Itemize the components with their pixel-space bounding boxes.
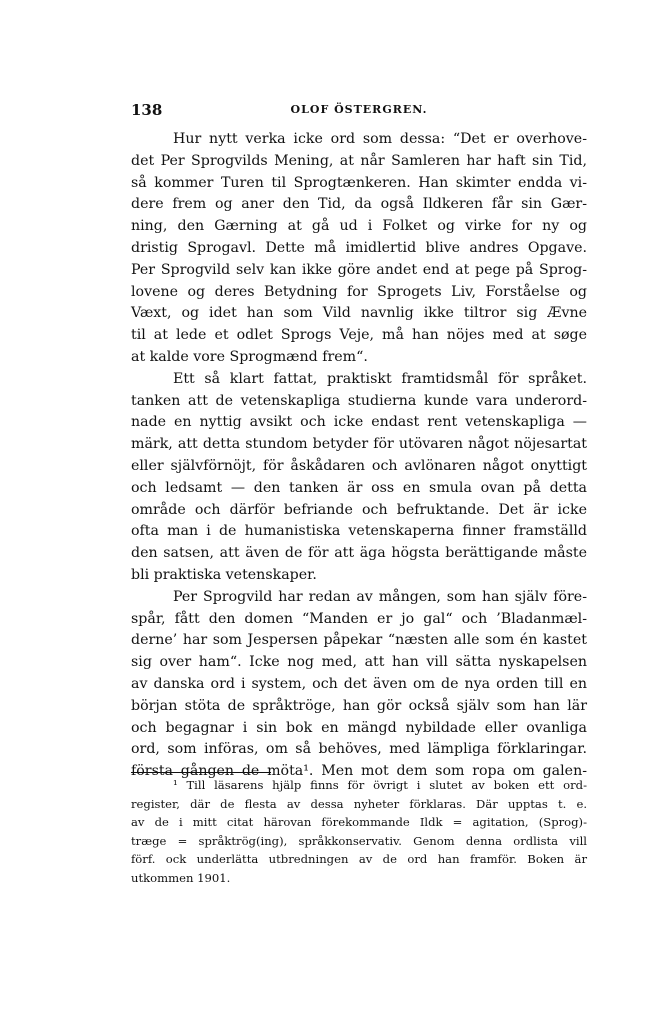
footnote-line: förf. ock underlätta utbredningen av de ord han framför. Boken är — [131, 852, 587, 866]
text-line: Væxt, og idet han som Vild navnlig ikke tiltror sig Ævne — [131, 305, 587, 322]
text-line: sig over ham“. Icke nog med, att han vill sätta nyskapelsen — [131, 654, 587, 671]
text-line: Per Sprogvild selv kan ikke göre andet end at pege på Sprog- — [131, 261, 587, 278]
text-line: bli praktiska vetenskaper. — [131, 566, 317, 583]
footnote-line: træge = språktrög(ing), språkkonservativ. Genom denna ordlista vill — [131, 833, 587, 848]
paragraph-1 — [131, 129, 587, 369]
text-line: och begagnar i sin bok en mängd nybildade eller ovanliga — [131, 719, 587, 736]
text-line: lovene og deres Betydning for Sprogets Liv, Forståelse og — [131, 283, 587, 300]
text-line: så kommer Turen til Sprogtænkeren. Han skimter endda vi- — [131, 174, 587, 191]
text-line: derne’ har som Jespersen påpekar “næsten alle som én kastet — [131, 632, 587, 649]
footnote-divider — [131, 772, 271, 773]
paragraph-3 — [131, 587, 587, 783]
footnote-line: register, där de flesta av dessa nyheter förklaras. Där upptas t. e. — [131, 796, 587, 811]
text-line: til at lede et odlet Sprogs Veje, må han nöjes med at søge — [131, 327, 587, 344]
text-line: dere frem og aner den Tid, da også Ildkeren får sin Gær- — [131, 196, 587, 213]
text-line: Per Sprogvild har redan av mången, som han själv före- — [173, 588, 587, 605]
text-line: och ledsamt — den tanken är oss en smula ovan på detta — [131, 479, 587, 496]
text-line: spår, fått den domen “Manden er jo gal“ och ’Bladanmæl- — [131, 610, 587, 627]
text-line: dristig Sprogavl. Dette må imidlertid blive andres Opgave. — [131, 239, 587, 256]
footnote-line: av de i mitt citat härovan förekommande Ildk = agitation, (Sprog)- — [131, 815, 587, 829]
text-line: den satsen, att även de för att äga högsta berättigande måste — [131, 545, 587, 562]
text-line: ning, den Gærning at gå ud i Folket og virke for ny og — [131, 218, 587, 235]
text-line: at kalde vore Sprogmænd frem“. — [131, 348, 368, 365]
text-line: det Per Sprogvilds Mening, at når Samleren har haft sin Tid, — [131, 152, 587, 169]
text-line: tanken att de vetenskapliga studierna kunde vara underord- — [131, 392, 587, 409]
footnote-line: ¹ Till läsarens hjälp finns för övrigt i slutet av boken ett ord- — [173, 778, 587, 792]
text-line: Hur nytt verka icke ord som dessa: “Det er overhove- — [173, 131, 587, 147]
body-text — [131, 129, 587, 783]
running-title: OLOF ÖSTERGREN. — [290, 103, 428, 116]
footnote-line: utkommen 1901. — [131, 870, 231, 885]
page-number: 138 — [131, 101, 163, 119]
footnotes — [131, 776, 587, 887]
text-line: början stöta de språktröge, han gör också själv som han lär — [131, 697, 587, 714]
running-head — [131, 101, 587, 121]
text-line: ofta man i de humanistiska vetenskaperna finner framställd — [131, 523, 587, 540]
text-line: område och därför befriande och befruktande. Det är icke — [131, 501, 587, 518]
text-line: första gången de möta¹. Men mot dem som ropa om galen- — [131, 763, 587, 780]
text-line: märk, att detta stundom betyder för utövaren något nöjesartat — [131, 436, 587, 453]
text-line: Ett så klart fattat, praktiskt framtidsmål för språket. — [173, 370, 587, 387]
text-line: ord, som införas, om så behöves, med lämpliga förklaringar. — [131, 741, 587, 758]
text-line: eller självförnöjt, för åskådaren och avlönaren något onyttigt — [131, 457, 587, 474]
paragraph-2 — [131, 369, 587, 587]
text-line: nade en nyttig avsikt och icke endast rent vetenskapliga — — [131, 414, 587, 431]
text-line: av danska ord i system, och det även om de nya orden till en — [131, 675, 587, 692]
